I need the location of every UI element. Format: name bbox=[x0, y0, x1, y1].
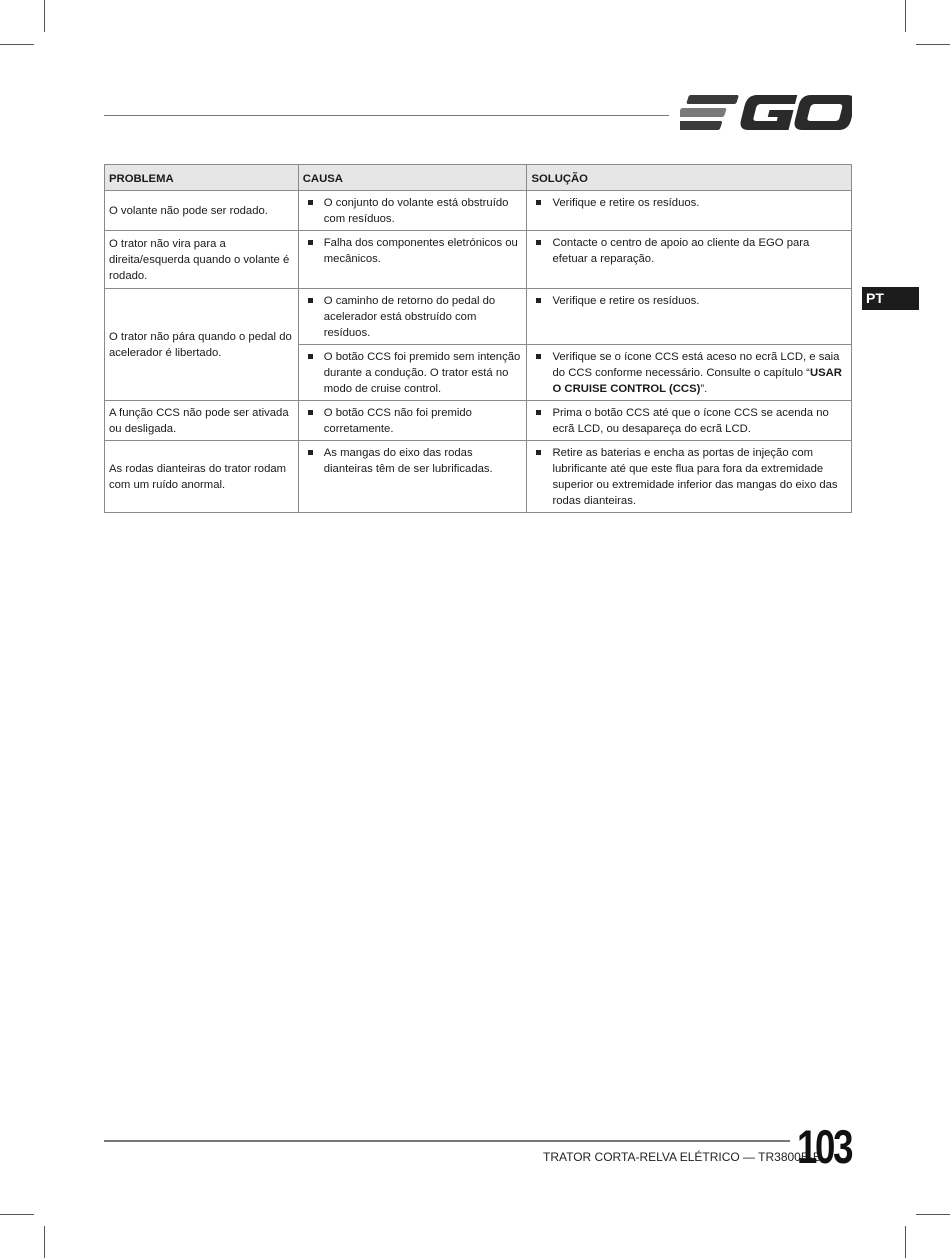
crop-mark bbox=[44, 1226, 45, 1258]
language-tab: PT bbox=[862, 287, 919, 310]
solution-cell: Contacte o centro de apoio ao cliente da EGO para efetuar a reparação. bbox=[527, 231, 852, 289]
bullet-square-icon bbox=[308, 298, 313, 303]
solution-cell: Verifique se o ícone CCS está aceso no ecrã LCD, e saia do CCS conforme necessário. Consulte o capítulo “USAR O CRUISE CONTROL (CCS)”. bbox=[527, 345, 852, 401]
bullet-square-icon bbox=[308, 410, 313, 415]
cause-cell: O botão CCS não foi premido corretamente. bbox=[298, 401, 527, 441]
footer-title: TRATOR CORTA-RELVA ELÉTRICO — TR3800E-B bbox=[543, 1150, 821, 1164]
crop-mark bbox=[44, 0, 45, 32]
bullet-square-icon bbox=[308, 200, 313, 205]
bullet-square-icon bbox=[536, 354, 541, 359]
crop-mark bbox=[916, 1214, 950, 1215]
crop-mark bbox=[905, 0, 906, 32]
chapter-reference: USAR O CRUISE CONTROL (CCS) bbox=[552, 367, 842, 395]
problem-cell: A função CCS não pode ser ativada ou desligada. bbox=[105, 401, 299, 441]
header-rule bbox=[104, 115, 669, 116]
problem-cell: O trator não vira para a direita/esquerda quando o volante é rodado. bbox=[105, 231, 299, 289]
bullet-square-icon bbox=[536, 410, 541, 415]
bullet-square-icon bbox=[536, 200, 541, 205]
bullet-square-icon bbox=[536, 298, 541, 303]
table-row bbox=[105, 191, 852, 231]
page-number: 103 bbox=[797, 1120, 852, 1173]
troubleshooting-table bbox=[104, 164, 852, 513]
bullet-square-icon bbox=[308, 354, 313, 359]
problem-cell: O volante não pode ser rodado. bbox=[105, 191, 299, 231]
bullet-square-icon bbox=[536, 450, 541, 455]
cause-cell: O conjunto do volante está obstruído com resíduos. bbox=[298, 191, 527, 231]
header-problem: PROBLEMA bbox=[105, 165, 299, 191]
solution-cell: Prima o botão CCS até que o ícone CCS se acenda no ecrã LCD, ou desapareça do ecrã LCD. bbox=[527, 401, 852, 441]
bullet-square-icon bbox=[308, 450, 313, 455]
crop-mark bbox=[0, 44, 34, 45]
problem-cell: As rodas dianteiras do trator rodam com um ruído anormal. bbox=[105, 441, 299, 513]
header-cause: CAUSA bbox=[298, 165, 527, 191]
ego-logo bbox=[680, 92, 852, 134]
crop-mark bbox=[905, 1226, 906, 1258]
cause-cell: Falha dos componentes eletrónicos ou mecânicos. bbox=[298, 231, 527, 289]
header-solution: SOLUÇÃO bbox=[527, 165, 852, 191]
crop-mark bbox=[916, 44, 950, 45]
problem-cell: O trator não pára quando o pedal do acelerador é libertado. bbox=[105, 289, 299, 401]
footer-rule bbox=[104, 1140, 790, 1142]
solution-cell: Verifique e retire os resíduos. bbox=[527, 191, 852, 231]
cause-cell: O caminho de retorno do pedal do acelerador está obstruído com resíduos. bbox=[298, 289, 527, 345]
bullet-square-icon bbox=[536, 240, 541, 245]
table-row bbox=[105, 231, 852, 289]
table-row bbox=[105, 289, 852, 345]
solution-cell: Retire as baterias e encha as portas de injeção com lubrificante até que este flua para fora da extremidade superior ou extremidade inferior das mangas do eixo das rodas dianteiras. bbox=[527, 441, 852, 513]
cause-cell: As mangas do eixo das rodas dianteiras têm de ser lubrificadas. bbox=[298, 441, 527, 513]
table-row bbox=[105, 401, 852, 441]
bullet-square-icon bbox=[308, 240, 313, 245]
table-row bbox=[105, 441, 852, 513]
cause-cell: O botão CCS foi premido sem intenção durante a condução. O trator está no modo de cruise control. bbox=[298, 345, 527, 401]
crop-mark bbox=[0, 1214, 34, 1215]
solution-cell: Verifique e retire os resíduos. bbox=[527, 289, 852, 345]
